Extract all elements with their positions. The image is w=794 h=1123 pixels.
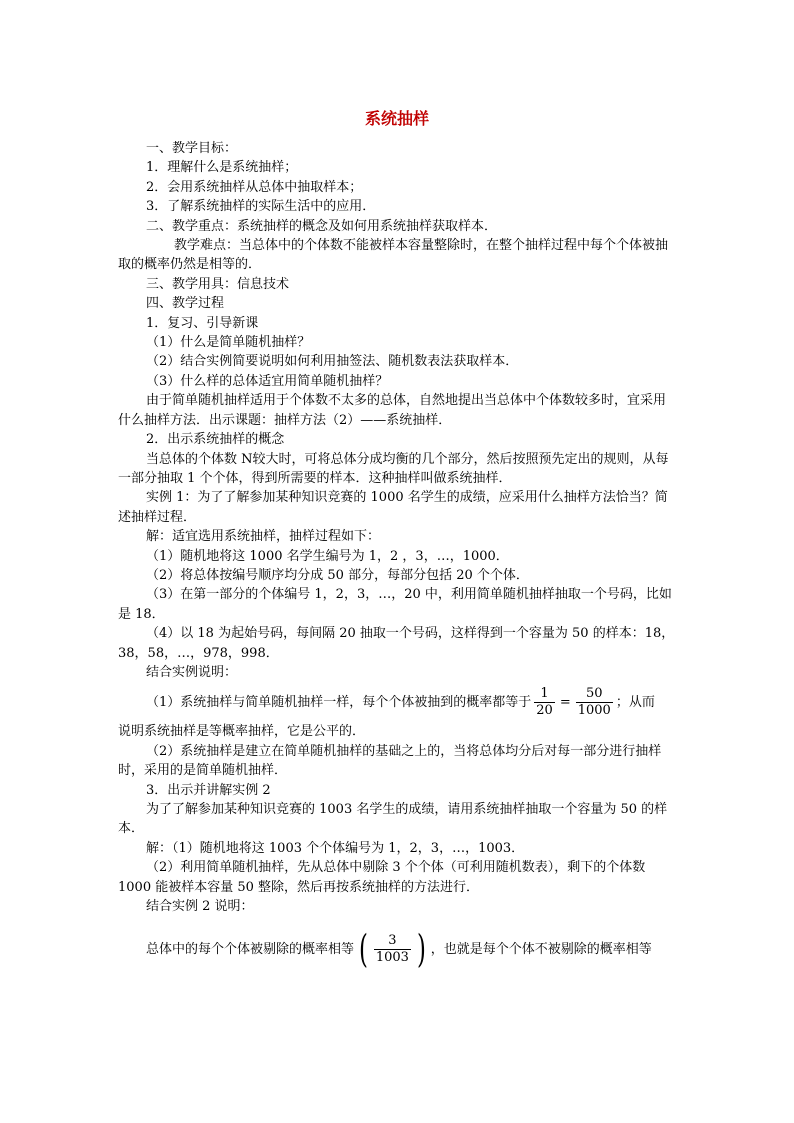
removal-text-before: 总体中的每个个体被剔除的概率相等 xyxy=(146,941,355,957)
equation-text-after: ；从而 xyxy=(615,694,655,710)
fraction-denominator: 1003 xyxy=(375,949,409,965)
explanation-2: （2）系统抽样是建立在简单随机抽样的基础之上的，当将总体均分后对每一部分进行抽样时，采用的是简单随机抽样． xyxy=(118,743,662,779)
page-title: 系统抽样 xyxy=(364,109,429,128)
objective-3: 3．了解系统抽样的实际生活中的应用． xyxy=(146,199,376,215)
fraction-1-20 xyxy=(534,686,555,719)
solution-heading: 解：适宜选用系统抽样，抽样过程如下： xyxy=(146,529,381,545)
document-body xyxy=(118,139,678,974)
left-paren: ( xyxy=(358,927,368,972)
example-1: 实例 1：为了了解参加某种知识竞赛的 1000 名学生的成绩，应采用什么抽样方法恰当？简述抽样过程． xyxy=(118,490,668,525)
probability-equation-line xyxy=(118,682,678,722)
teaching-tools: 三、教学用具：信息技术 xyxy=(146,276,290,292)
removal-probability-line xyxy=(118,924,678,974)
fraction-denominator: 1000 xyxy=(577,702,611,718)
parenthesized-fraction xyxy=(356,927,429,972)
intro-paragraph: 由于简单随机抽样适用于个体数不太多的总体，自然地提出当总体中个体数较多时，宜采用什么抽样方法．出示课题：抽样方法（2）——系统抽样． xyxy=(118,393,667,428)
fraction-50-1000 xyxy=(576,686,613,719)
solution-step-2: （2）将总体按编号顺序均分成 50 部分，每部分包括 20 个个体． xyxy=(146,567,529,583)
objective-2: 2．会用系统抽样从总体中抽取样本； xyxy=(146,179,363,195)
definition-paragraph: 当总体的个体数 N较大时，可将总体分成均衡的几个部分，然后按照预先定出的规则，从每一部分抽取 1 个个体，得到所需要的样本．这种抽样叫做系统抽样． xyxy=(118,451,669,486)
right-paren: ) xyxy=(416,927,426,972)
fraction-3-1003 xyxy=(374,933,411,966)
question-1: （1）什么是简单随机抽样？ xyxy=(146,335,311,351)
removal-text-after: ，也就是每个个体不被剔除的概率相等 xyxy=(430,941,652,957)
solution-step-3: （3）在第一部分的个体编号 1，2，3，…，20 中，利用简单随机抽样抽取一个号码，比如是 18． xyxy=(118,587,672,622)
example-2-solution-1: 解：（1）随机地将这 1003 个个体编号为 1，2，3，…，1003． xyxy=(146,840,525,856)
objective-1: 1．理解什么是系统抽样； xyxy=(146,160,298,176)
question-3: （3）什么样的总体适宜用简单随机抽样？ xyxy=(146,373,389,389)
equals-sign: = xyxy=(559,694,571,710)
example-2-explanation-heading: 结合实例 2 说明： xyxy=(146,899,254,915)
solution-step-4: （4）以 18 为起始号码，每间隔 20 抽取一个号码，这样得到一个容量为 50 的样本：18，38，58，…，978，998． xyxy=(118,626,675,661)
explanation-heading: 结合实例说明： xyxy=(146,664,238,680)
example-2-solution-2: （2）利用简单随机抽样，先从总体中剔除 3 个个体（可利用随机数表），剩下的个体数 1000 能被样本容量 50 整除，然后再按系统抽样的方法进行． xyxy=(118,860,646,895)
difficult-points: 教学难点：当总体中的个体数不能被样本容量整除时，在整个抽样过程中每个个体被抽取的概率仍然是相等的． xyxy=(118,238,669,273)
key-points: 二、教学重点：系统抽样的概念及如何用系统抽样获取样本． xyxy=(146,218,498,234)
teaching-process-heading: 四、教学过程 xyxy=(146,296,225,312)
step-2-heading: 2．出示系统抽样的概念 xyxy=(146,432,285,448)
question-2: （2）结合实例简要说明如何利用抽签法、随机数表法获取样本． xyxy=(146,354,519,370)
example-2: 为了了解参加某种知识竞赛的 1003 名学生的成绩，请用系统抽样抽取一个容量为 50 的样本． xyxy=(118,802,668,837)
step-3-heading: 3．出示并讲解实例 2 xyxy=(146,782,271,798)
fraction-denominator: 20 xyxy=(536,702,553,718)
solution-step-1: （1）随机地将这 1000 名学生编号为 1，2 ，3，…，1000． xyxy=(146,548,509,564)
fairness-conclusion: 说明系统抽样是等概率抽样，它是公平的． xyxy=(118,724,366,740)
section-objectives-heading: 一、教学目标： xyxy=(146,141,238,156)
equation-text-before: （1）系统抽样与简单随机抽样一样，每个个体被抽到的概率都等于 xyxy=(146,694,532,710)
fraction-numerator: 3 xyxy=(388,932,397,948)
fraction-numerator: 50 xyxy=(586,685,603,701)
step-1-heading: 1．复习、引导新课 xyxy=(146,315,259,331)
fraction-numerator: 1 xyxy=(540,685,549,701)
